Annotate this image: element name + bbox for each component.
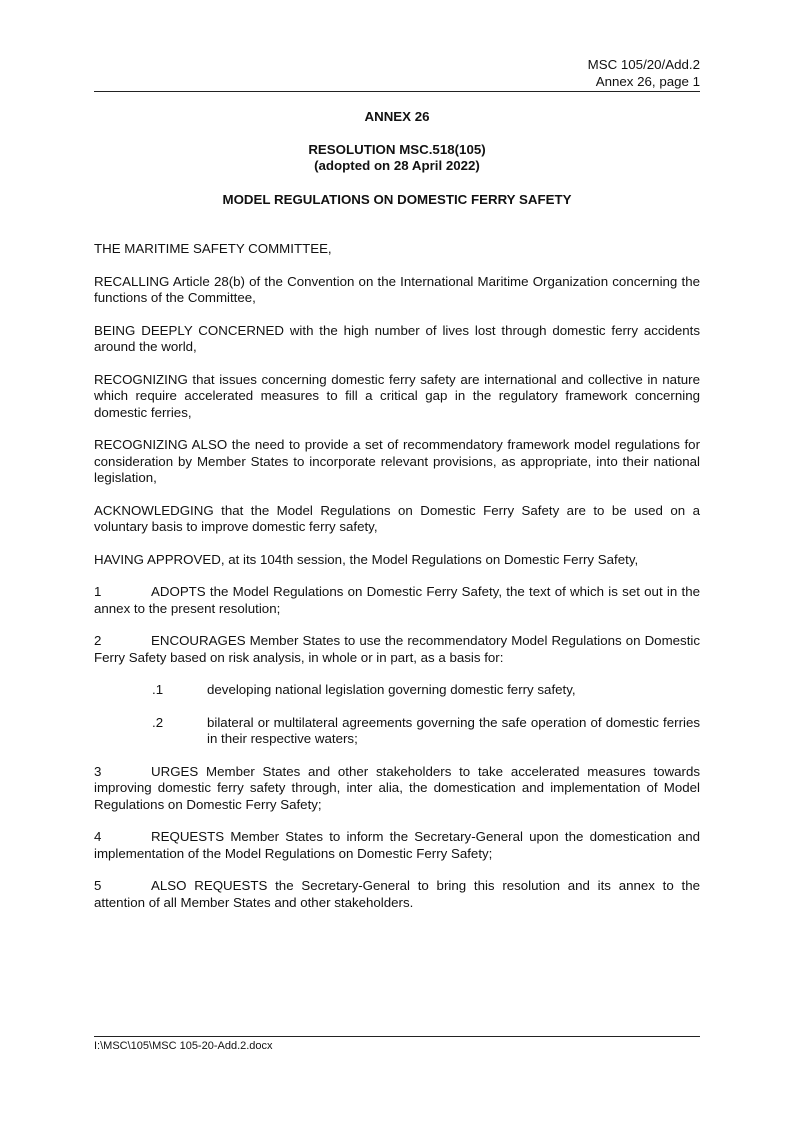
- document-page: [94, 56, 700, 911]
- operative-paragraph-5: [94, 878, 700, 911]
- subitem-number: .1: [152, 682, 164, 697]
- preamble-concerned: BEING DEEPLY CONCERNED with the high number of lives lost through domestic ferry accidents around the world,: [94, 322, 700, 354]
- paragraph-text: ADOPTS the Model Regulations on Domestic Ferry Safety, the text of which is set out in the annex to the present resolution;: [94, 584, 700, 616]
- preamble-recalling: RECALLING Article 28(b) of the Convention on the International Maritime Organization concerning the functions of the Committee,: [94, 273, 700, 305]
- preamble-recognizing: RECOGNIZING that issues concerning domestic ferry safety are international and collective in nature which require accelerated measures to fill a critical gap in the regulatory framework concerning domestic ferries,: [94, 371, 700, 420]
- resolution-number: RESOLUTION MSC.518(105): [308, 142, 486, 157]
- page-reference: Annex 26, page 1: [595, 74, 700, 89]
- preamble-acknowledging: ACKNOWLEDGING that the Model Regulations on Domestic Ferry Safety are to be used on a voluntary basis to improve domestic ferry safety,: [94, 502, 700, 534]
- file-path: I:\MSC\105\MSC 105-20-Add.2.docx: [94, 1040, 273, 1052]
- paragraph-number: 2: [94, 633, 102, 648]
- preamble-recognizing-also: RECOGNIZING ALSO the need to provide a set of recommendatory framework model regulations for consideration by Member States to incorporate relevant provisions, as appropriate, into their national legislation,: [94, 437, 700, 485]
- subitem-text: bilateral or multilateral agreements governing the safe operation of domestic ferries in their respective waters;: [207, 714, 700, 746]
- preamble-section: [94, 241, 700, 911]
- operative-paragraph-4: [94, 829, 700, 862]
- annex-title: ANNEX 26: [364, 109, 430, 124]
- paragraph-number: 4: [94, 829, 102, 844]
- operative-paragraph-1: [94, 584, 700, 617]
- subitem-number: .2: [152, 714, 164, 730]
- paragraph-text: ALSO REQUESTS the Secretary-General to bring this resolution and its annex to the attention of all Member States and other stakeholders.: [94, 878, 700, 910]
- subitem-1: [94, 682, 700, 699]
- subitem-2: [94, 715, 700, 748]
- footer-rule: [94, 1036, 700, 1037]
- operative-paragraph-3: [94, 764, 700, 814]
- page-footer: [94, 1036, 700, 1052]
- preamble-committee: THE MARITIME SAFETY COMMITTEE,: [94, 241, 332, 256]
- subitem-text: developing national legislation governing domestic ferry safety,: [207, 682, 576, 697]
- paragraph-text: ENCOURAGES Member States to use the recommendatory Model Regulations on Domestic Ferry Safety based on risk analysis, in whole or in part, as a basis for:: [94, 633, 700, 665]
- page-header: [94, 56, 700, 90]
- document-reference: MSC 105/20/Add.2: [587, 57, 700, 72]
- paragraph-number: 1: [94, 584, 102, 599]
- paragraph-number: 3: [94, 763, 102, 779]
- paragraph-number: 5: [94, 878, 102, 893]
- paragraph-text: URGES Member States and other stakeholders to take accelerated measures towards improving domestic ferry safety through, inter alia, the domestication and implementation of Model Regulations on Domestic Ferry Safety;: [94, 763, 700, 812]
- operative-paragraph-2: [94, 633, 700, 666]
- resolution-heading: [94, 142, 700, 174]
- header-rule: [94, 91, 700, 92]
- preamble-approved: HAVING APPROVED, at its 104th session, the Model Regulations on Domestic Ferry Safety,: [94, 551, 639, 567]
- adoption-date: (adopted on 28 April 2022): [314, 158, 480, 173]
- paragraph-text: REQUESTS Member States to inform the Secretary-General upon the domestication and implementation of the Model Regulations on Domestic Ferry Safety;: [94, 829, 700, 861]
- resolution-title: MODEL REGULATIONS ON DOMESTIC FERRY SAFETY: [222, 192, 572, 207]
